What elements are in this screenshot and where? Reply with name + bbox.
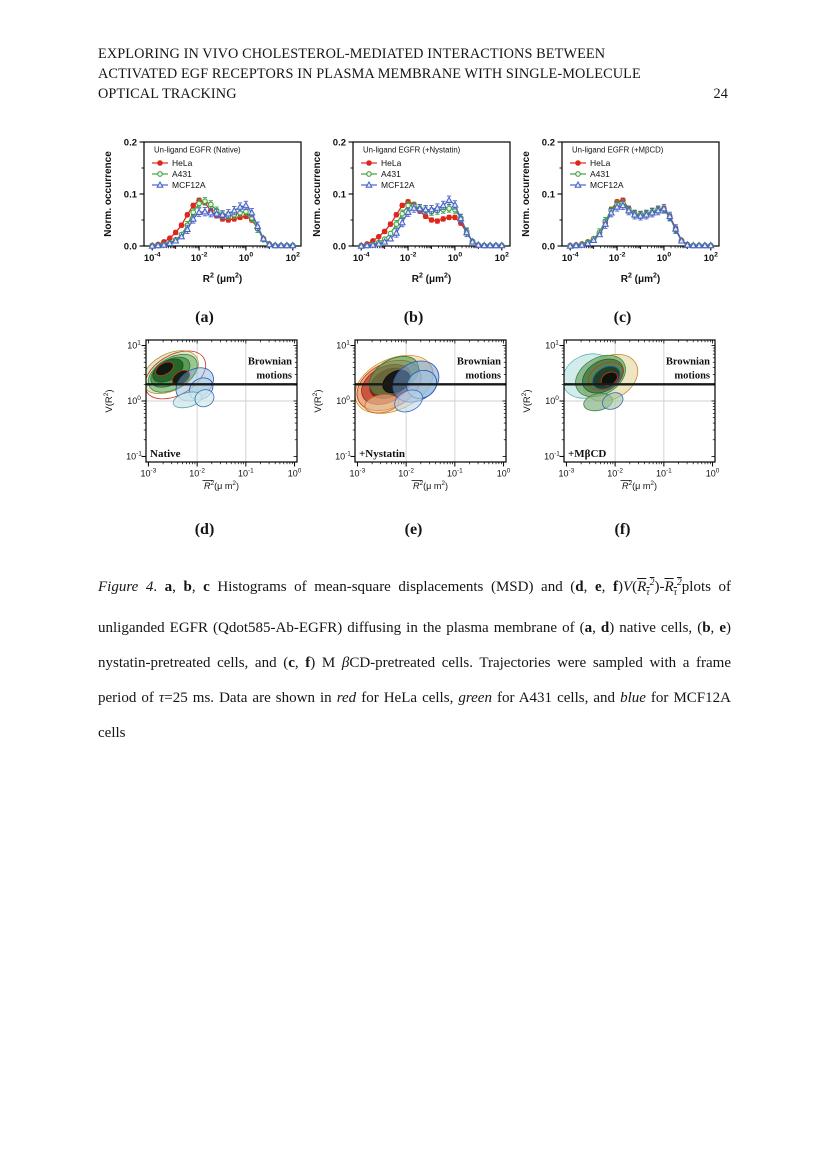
svg-text:Brownian: Brownian	[456, 356, 501, 368]
svg-text:HeLa: HeLa	[590, 158, 611, 168]
svg-text:Norm. occurrence: Norm. occurrence	[103, 151, 114, 237]
contour-svg-d	[100, 330, 309, 516]
svg-text:101: $10^1$	[127, 339, 141, 351]
svg-text:A431: A431	[381, 169, 401, 179]
svg-text:Native: Native	[150, 448, 181, 460]
svg-text:0.2: 0.2	[123, 137, 137, 149]
svg-text:Norm. occurrence: Norm. occurrence	[312, 151, 323, 237]
svg-text:motions: motions	[465, 370, 501, 382]
svg-text:10-1: $10^{-1}$	[655, 467, 672, 479]
svg-text:0.2: 0.2	[332, 137, 346, 149]
svg-text:10-1: $10^{-1}$	[544, 450, 560, 462]
svg-text:10-1: $10^{-1}$	[237, 467, 254, 479]
histogram-svg-b	[309, 130, 518, 304]
svg-text:100: $10^0$	[127, 394, 141, 406]
svg-text:+MβCD: +MβCD	[568, 448, 607, 460]
svg-text:0.0: 0.0	[541, 241, 555, 253]
svg-text:R2(μ m2): $R^2(\mu$ $m^2$)	[204, 480, 239, 491]
header-line-3: OPTICAL TRACKING	[98, 86, 237, 102]
svg-text:HeLa: HeLa	[172, 158, 193, 168]
svg-text:R2 (μm2): $R^2$ $(\mu m^2)$	[202, 272, 243, 285]
page-number: 24	[713, 86, 728, 102]
svg-text:10-2: $10^{-2}$	[607, 467, 624, 479]
svg-text:10-1: $10^{-1}$	[126, 450, 142, 462]
svg-text:10-3: $10^{-3}$	[140, 467, 157, 479]
svg-text:Un-ligand EGFR (+MβCD): Un-ligand EGFR (+MβCD)	[572, 145, 664, 155]
svg-text:10-3: $10^{-3}$	[558, 467, 575, 479]
svg-text:10-2: $10^{-2}$	[190, 251, 208, 264]
panel-d-contour	[100, 330, 309, 521]
svg-text:R2 (μm2): $R^2$ $(\mu m^2)$	[620, 272, 661, 285]
svg-text:100: $10^0$	[447, 251, 463, 264]
histogram-row	[100, 130, 728, 309]
svg-text:102: $10^2$	[494, 251, 509, 264]
svg-text:10-2: $10^{-2}$	[398, 467, 415, 479]
panel-label-e: (e)	[404, 521, 423, 538]
svg-text:0.1: 0.1	[541, 189, 555, 201]
svg-text:MCF12A: MCF12A	[381, 180, 415, 190]
svg-text:100: $10^0$	[238, 251, 254, 264]
figure-4	[100, 130, 728, 542]
svg-text:101: $10^1$	[336, 339, 350, 351]
panel-c-histogram	[518, 130, 727, 309]
svg-text:V(R2): $V(R^2)$	[312, 389, 324, 413]
header-line-2: ACTIVATED EGF RECEPTORS IN PLASMA MEMBRANE WITH SINGLE-MOLECULE	[98, 66, 641, 82]
svg-text:+Nystatin: +Nystatin	[359, 448, 405, 460]
svg-text:MCF12A: MCF12A	[172, 180, 206, 190]
svg-text:10-2: $10^{-2}$	[399, 251, 417, 264]
contour-svg-f	[518, 330, 727, 516]
svg-text:10-1: $10^{-1}$	[446, 467, 463, 479]
contour-row	[100, 330, 728, 521]
svg-text:10-1: $10^{-1}$	[335, 450, 351, 462]
svg-text:0.0: 0.0	[123, 241, 137, 253]
svg-text:motions: motions	[256, 370, 292, 382]
svg-text:10-4: $10^{-4}$	[561, 251, 579, 264]
svg-text:10-4: $10^{-4}$	[352, 251, 370, 264]
contour-label-row	[100, 521, 728, 539]
header-line-1: EXPLORING IN VIVO CHOLESTEROL-MEDIATED INTERACTIONS BETWEEN	[98, 46, 606, 62]
panel-f-contour	[518, 330, 727, 521]
svg-text:0.1: 0.1	[123, 189, 137, 201]
panel-label-f: (f)	[614, 521, 631, 538]
svg-text:MCF12A: MCF12A	[590, 180, 624, 190]
svg-text:A431: A431	[172, 169, 192, 179]
svg-text:R2(μ m2): $R^2(\mu$ $m^2$)	[413, 480, 448, 491]
histogram-svg-c	[518, 130, 727, 304]
figure-caption: Figure 4. a, b, c Histograms of mean-square displacements (MSD) and (d, e, $f)V(R_\tau^2)-R_\tau^2plots$ of unliganded EGFR (Qdot585-Ab-EGFR) diffusing in the plasma membrane of (a, d) native cells, (b, e) nystatin-pretreated cells, and (c, f) M βCD-pretreated cells. Trajectories were sampled with a frame period of τ=25 ms. Data are shown in red for HeLa cells, green for A431 cells, and blue for MCF12A cells	[98, 578, 732, 741]
panel-label-a: (a)	[195, 309, 214, 326]
svg-text:100: $10^0$	[545, 394, 559, 406]
svg-text:102: $10^2$	[703, 251, 718, 264]
contour-svg-e	[309, 330, 518, 516]
svg-text:100: $10^0$	[656, 251, 672, 264]
histogram-label-row	[100, 309, 728, 327]
histogram-svg-a	[100, 130, 309, 304]
panel-label-b: (b)	[403, 309, 424, 326]
svg-text:10-2: $10^{-2}$	[189, 467, 206, 479]
svg-text:100: $10^0$	[705, 467, 720, 479]
svg-text:V(R2): $V(R^2)$	[103, 389, 115, 413]
svg-text:motions: motions	[674, 370, 710, 382]
panel-label-d: (d)	[194, 521, 215, 538]
svg-text:Brownian: Brownian	[665, 356, 710, 368]
svg-text:100: $10^0$	[496, 467, 511, 479]
svg-text:R2(μ m2): $R^2(\mu$ $m^2$)	[622, 480, 657, 491]
panel-label-c: (c)	[613, 309, 632, 326]
svg-text:Un-ligand EGFR (Native): Un-ligand EGFR (Native)	[154, 145, 241, 155]
svg-text:A431: A431	[590, 169, 610, 179]
svg-text:100: $10^0$	[287, 467, 302, 479]
svg-text:R2 (μm2): $R^2$ $(\mu m^2)$	[411, 272, 452, 285]
svg-text:0.0: 0.0	[332, 241, 346, 253]
svg-text:10-2: $10^{-2}$	[608, 251, 626, 264]
svg-text:Brownian: Brownian	[247, 356, 292, 368]
svg-text:100: $10^0$	[336, 394, 350, 406]
svg-text:102: $10^2$	[285, 251, 300, 264]
svg-text:0.2: 0.2	[541, 137, 555, 149]
svg-text:Un-ligand EGFR (+Nystatin): Un-ligand EGFR (+Nystatin)	[363, 145, 461, 155]
svg-text:101: $10^1$	[545, 339, 559, 351]
svg-text:0.1: 0.1	[332, 189, 346, 201]
svg-text:Norm. occurrence: Norm. occurrence	[521, 151, 532, 237]
panel-a-histogram	[100, 130, 309, 309]
svg-text:V(R2): $V(R^2)$	[521, 389, 533, 413]
panel-e-contour	[309, 330, 518, 521]
svg-text:10-4: $10^{-4}$	[143, 251, 161, 264]
svg-text:10-3: $10^{-3}$	[349, 467, 366, 479]
panel-b-histogram	[309, 130, 518, 309]
svg-text:HeLa: HeLa	[381, 158, 402, 168]
page-header	[98, 44, 728, 104]
